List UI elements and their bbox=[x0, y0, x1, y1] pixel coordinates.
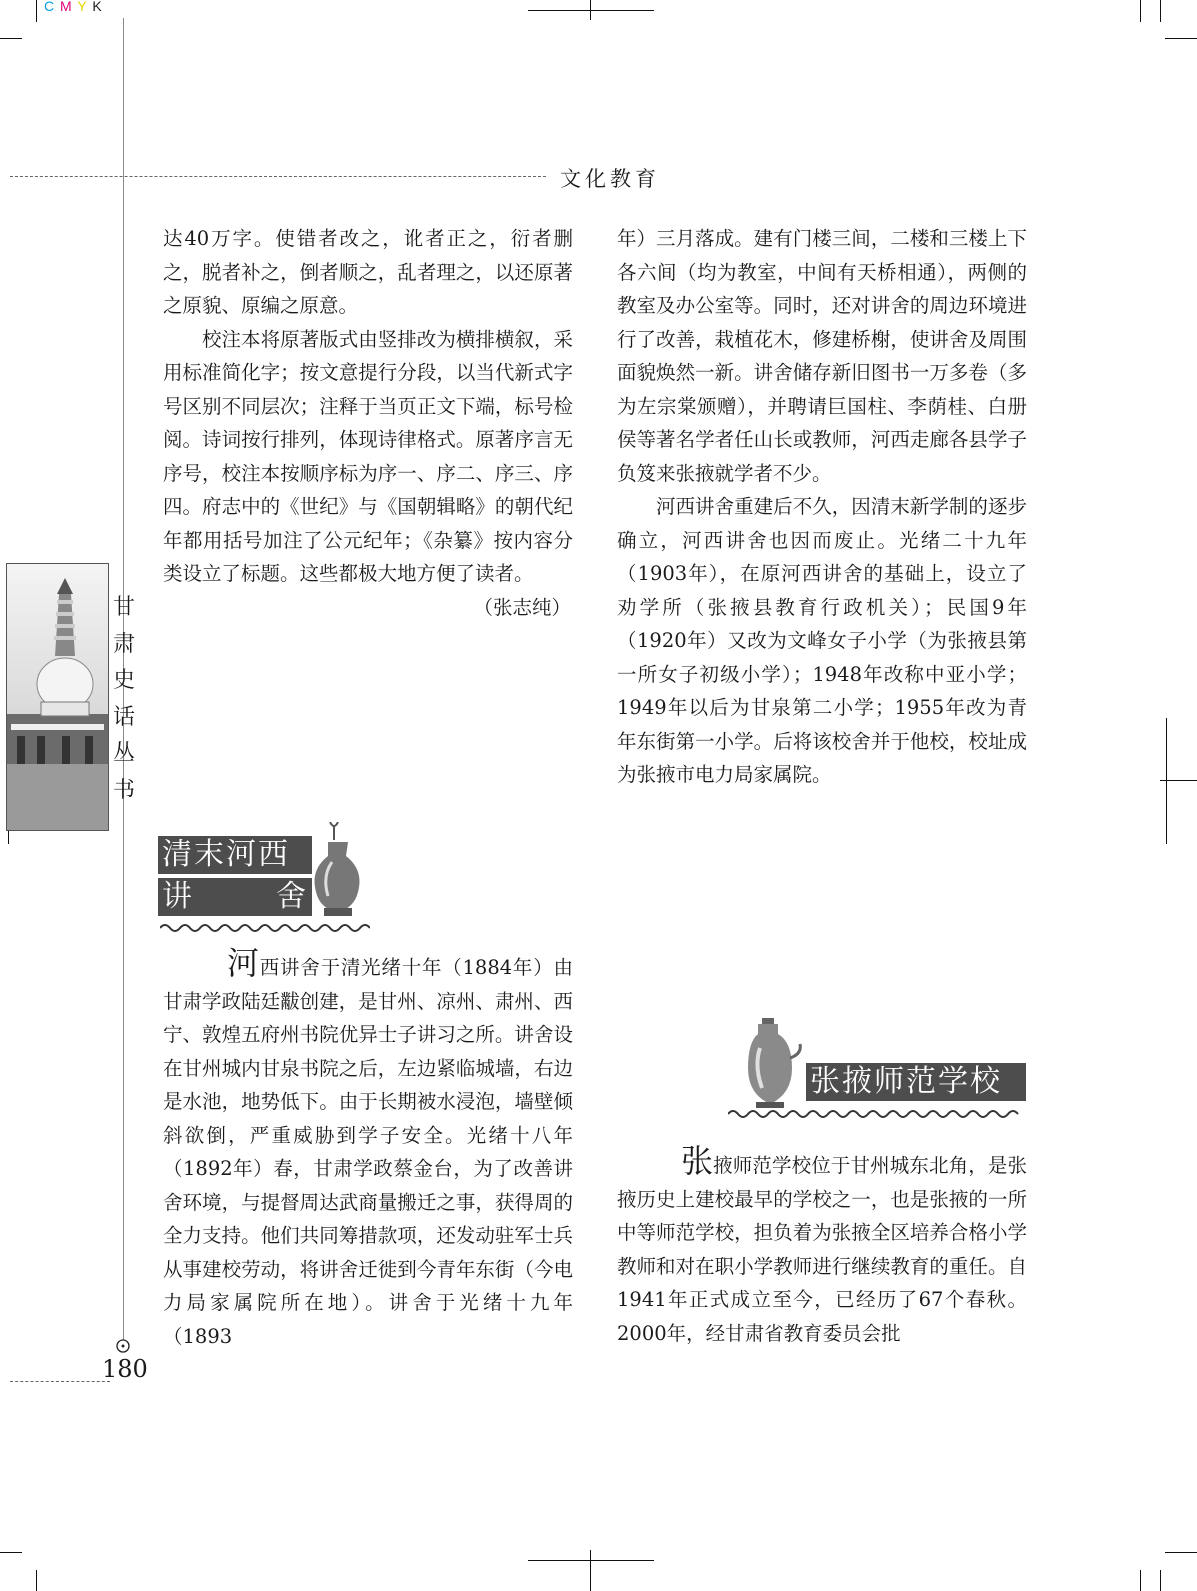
crop-mark bbox=[590, 0, 591, 20]
cmyk-marks: C M Y K bbox=[44, 0, 103, 14]
article-title: 讲 舍 bbox=[158, 878, 312, 916]
crop-mark bbox=[1140, 0, 1141, 22]
crop-mark bbox=[1140, 1570, 1141, 1591]
paragraph: 张掖师范学校位于甘州城东北角，是张掖历史上建校最早的学校之一，也是张掖的一所中等师范学校，担负着为张掖全区培养合格小学教师和对在职小学教师进行继续教育的重任。自1941年正式成立至今，已经历了67个春秋。2000年，经甘肃省教育委员会批 bbox=[617, 1142, 1027, 1345]
ewer-icon bbox=[740, 1018, 802, 1110]
crop-mark bbox=[528, 10, 654, 11]
page-number: 180 bbox=[102, 1355, 148, 1383]
crop-mark bbox=[1160, 780, 1197, 781]
paragraph: 河西讲舍于清光绪十年（1884年）由甘肃学政陆廷黻创建，是甘州、凉州、肃州、西宁、敦煌五府州书院优异士子讲习之所。讲舍设在甘州城内甘泉书院之后，左边紧临城墙，右边是水池，地势低下。由于长期被水浸泡，墙壁倾斜欲倒，严重威胁到学子安全。光绪十八年（1892年）春，甘肃学政蔡金台，为了改善讲舍环境，与提督周达武商量搬迁之事，获得周的全力支持。他们共同筹措款项，还发动驻军士兵从事建校劳动，将讲舍迁徙到今青年东街（今电力局家属院所在地）。讲舍于光绪十九年（1893 bbox=[163, 944, 573, 1348]
article2-title: 张掖师范学校 bbox=[806, 1063, 1026, 1101]
circle-dot-icon bbox=[115, 1338, 131, 1354]
drop-cap: 张 bbox=[681, 1142, 714, 1180]
right-column-top bbox=[617, 222, 1027, 792]
crop-mark bbox=[1160, 1570, 1161, 1591]
header-dash bbox=[10, 176, 546, 177]
crop-mark bbox=[36, 0, 37, 22]
paragraph: 河西讲舍重建后不久，因清末新学制的逐步确立，河西讲舍也因而废止。光绪二十九年（1903年），在原河西讲舍的基础上，设立了劝学所（张掖县教育行政机关）；民国9年（1920年）又改为文峰女子小学（为张掖县第一所女子初级小学）；1948年改称中亚小学；1949年以后为甘泉第二小学；1955年改为青年东街第一小学。后将该校舍并于他校，校址成为张掖市电力局家属院。 bbox=[617, 495, 1027, 786]
crop-mark bbox=[1165, 38, 1197, 39]
vase-icon bbox=[310, 822, 366, 918]
crop-mark bbox=[1166, 718, 1167, 844]
crop-mark bbox=[590, 1550, 591, 1591]
wave-divider bbox=[160, 922, 370, 934]
crop-mark bbox=[36, 1570, 37, 1591]
crop-mark bbox=[0, 1552, 22, 1553]
paragraph: 达40万字。使错者改之，讹者正之，衍者删之，脱者补之，倒者顺之，乱者理之，以还原著之原貌、原编之原意。 bbox=[163, 227, 573, 317]
paragraph: 校注本将原著版式由竖排改为横排横叙，采用标准简化字；按文意提行分段，以当代新式字号区别不同层次；注释于当页正文下端，标号检阅。诗词按行排列，体现诗律格式。原著序言无序号，校注本按顺序标为序一、序二、序三、序四。府志中的《世纪》与《国朝辑略》的朝代纪年都用括号加注了公元纪年；《杂纂》按内容分类设立了标题。这些都极大地方便了读者。 bbox=[163, 327, 573, 585]
drop-cap: 河 bbox=[227, 944, 260, 982]
footer-dash bbox=[10, 1381, 110, 1382]
author-signature: （张志纯） bbox=[473, 595, 571, 619]
section-header: 文化教育 bbox=[560, 167, 660, 191]
article-title: 清末河西 bbox=[158, 836, 312, 874]
pagoda-photo bbox=[6, 563, 109, 831]
series-title: 甘 肃 史 话 丛 书 bbox=[112, 595, 135, 803]
left-column-top bbox=[163, 222, 573, 624]
crop-mark bbox=[1165, 1552, 1197, 1553]
article2-body bbox=[617, 1142, 1027, 1350]
wave-divider bbox=[728, 1108, 1026, 1120]
crop-mark bbox=[528, 1560, 654, 1561]
paragraph: 年）三月落成。建有门楼三间，二楼和三楼上下各六间（均为教室，中间有天桥相通），两侧的教室及办公室等。同时，还对讲舍的周边环境进行了改善，栽植花木，修建桥榭，使讲舍及周围面貌焕然一新。讲舍储存新旧图书一万多卷（多为左宗棠颁赠），并聘请巨国柱、李荫桂、白册侯等著名学者任山长或教师，河西走廊各县学子负笈来张掖就学者不少。 bbox=[617, 227, 1027, 485]
crop-mark bbox=[0, 38, 22, 39]
article1-body bbox=[163, 944, 573, 1353]
crop-mark bbox=[1160, 0, 1161, 22]
